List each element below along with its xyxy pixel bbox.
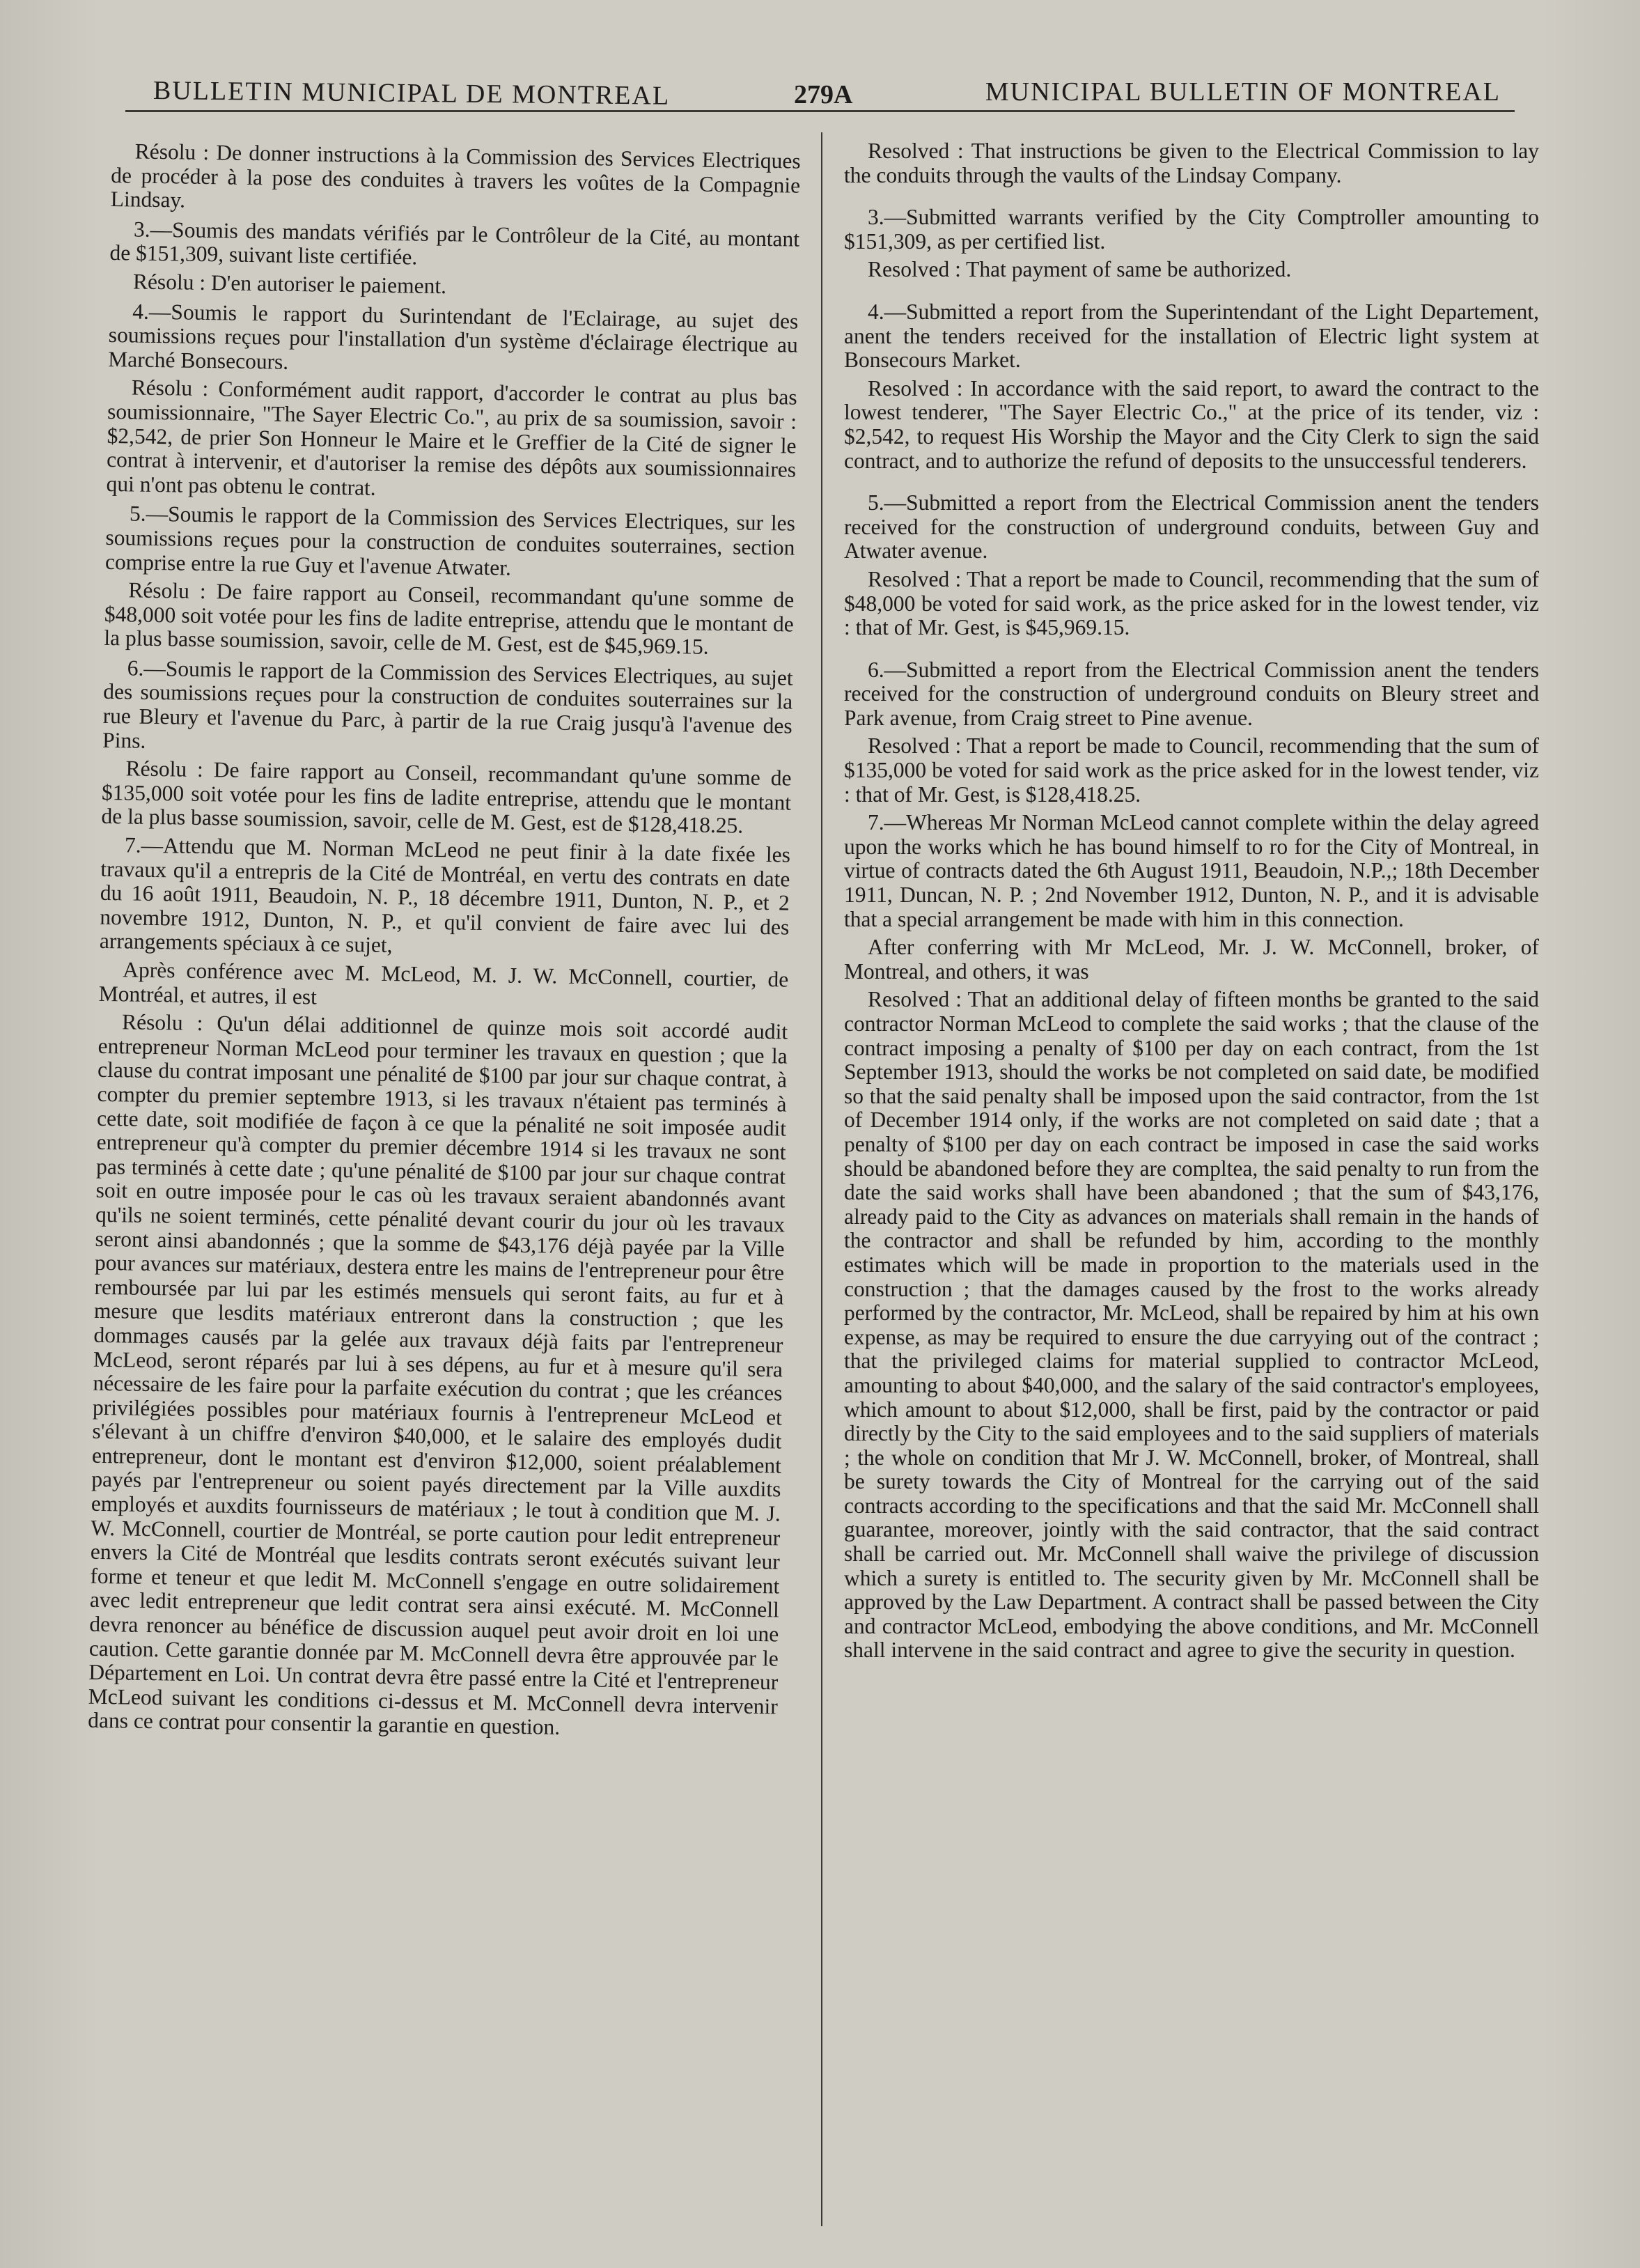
english-paragraph: Resolved : That a report be made to Council, recommending that the sum of $135,000 be voted for said work as the price asked for in the lowest tender, viz : that of Mr. Gest, is $128,418.25. [844,733,1539,807]
column-divider [821,132,822,2226]
french-paragraph: 5.—Soumis le rapport de la Commission des Services Electriques, sur les soumissions reçues pour la construction de conduites souterraines, section comprise entre la rue Guy et l'avenue Atwater. [104,501,796,580]
page-number: 279A [794,80,853,109]
english-paragraph: 7.—Whereas Mr Norman McLeod cannot complete within the delay agreed upon the works which he has bound himself to ro for the City of Montreal, in virtue of contracts dated the 6th August 1911, Beaudoin, N.P.,; 18th December 1911, Duncan, N. P. ; 2nd November 1912, Dunton, N. P., and it is advisable that a special arrangement be made with him in this connection. [844,810,1539,931]
french-paragraph: 6.—Soumis le rapport de la Commission des Services Electriques, au sujet des soumissions reçues pour la construction de conduites souterraines sur la rue Bleury et l'avenue du Parc, à partir de la rue Craig jusqu'à l'avenue des Pins. [102,655,793,753]
english-paragraph: 4.—Submitted a report from the Superintendant of the Light Departement, anent the tenders received for the installation of Electric light system at Bonsecours Market. [844,299,1539,373]
header-title-french: BULLETIN MUNICIPAL DE MONTREAL [153,76,671,111]
french-paragraph: 4.—Soumis le rapport du Surintendant de l'Eclairage, au sujet des soumissions reçues pour l'installation d'un système d'éclairage électrique au Marché Bonsecours. [108,299,799,374]
english-paragraph: Resolved : That an additional delay of fifteen months be granted to the said contractor Norman McLeod to complete the said works ; that the clause of the contract imposing a penalty of $100 per day on each contract, from the 1st September 1913, should the works be not completed on said date, be modified so that the said penalty shall be imposed upon the said contractor, from the 1st of December 1914 only, if the works are not completed on said date ; that a penalty of $100 per day on each contract be imposed in case the said works should be abandoned before they are compltea, the said penalty to run from the date the said works shall have been abandoned ; that the sum of $43,176, already paid to the City as advances on materials shall remain in the hands of the contractor and shall be refunded by him, according to the monthly estimates which will be made in proportion to the materials used in the construction ; that the damages caused by the frost to the works already performed by the contractor, Mr. McLeod, shall be repaired by him at his own expense, as may be required to ensure the due carryying out of the contract ; that the privileged claims for material supplied to contractor McLeod, amounting to about $40,000, and the salary of the said contractor's employees, which amount to about $12,000, shall be first, paid by the contractor or paid directly by the City to the said employees and to the said suppliers of materials ; the whole on condition that Mr J. W. McConnell, broker, of Montreal, shall be surety towards the City of Montreal for the carrying out of the said contracts according to the specifications and that the said Mr. McConnell shall guarantee, moreover, jointly with the said contractor, that the said contract shall be carried out. Mr. McConnell shall waive the privilege of discussion which a surety is entitled to. The security given by Mr. McConnell shall be approved by the Law Department. A contract shall be passed between the City and contractor McLeod, embodying the above conditions, and Mr. McConnell shall intervene in the said contract and agree to give the security in question. [844,987,1539,1663]
english-paragraph: 3.—Submitted warrants verified by the City Comptroller amounting to $151,309, as per certified list. [844,205,1539,254]
french-paragraph: 3.—Soumis des mandats vérifiés par le Contrôleur de la Cité, au montant de $151,309, suivant liste certifiée. [109,217,800,270]
french-paragraph: Après conférence avec M. McLeod, M. J. W. McConnell, courtier, de Montréal, et autres, il est [98,957,789,1009]
french-paragraph: Résolu : De faire rapport au Conseil, recommandant qu'une somme de $48,000 soit votée pour les fins de ladite entreprise, attendu que le montant de la plus basse soumission, savoir, celle de M. Gest, est de $45,969.15. [104,577,795,660]
english-paragraph: Resolved : In accordance with the said report, to award the contract to the lowest tenderer, "The Sayer Electric Co.," at the price of its tender, viz : $2,542, to request His Worship the Mayor and the City Clerk to sign the said contract, and to authorize the refund of deposits to the unsuccessful tenderers. [844,375,1539,473]
english-paragraph: Resolved : That payment of same be authorized. [868,257,1292,282]
english-paragraph: Resolved : That instructions be given to the Electrical Commission to lay the conduits through the vaults of the Lindsay Company. [844,139,1539,187]
french-paragraph: Résolu : Conformément audit rapport, d'accorder le contrat au plus bas soumissionnaire, "The Sayer Electric Co.", au prix de sa soumission, savoir : $2,542, de prier Son Honneur le Maire et le Greffier de la Cité de signer le contrat à intervenir, et d'autoriser la remise des dépôts aux soumissionnaires qui n'ont pas obtenu le contrat. [106,375,797,500]
french-column [88,139,801,1747]
french-paragraph: 7.—Attendu que M. Norman McLeod ne peut finir à la date fixée les travaux qu'il a entrepris de la Cité de Montréal, en vertu des contrats en date du 16 août 1911, Beaudoin, N. P., 18 décembre 1911, Dunton, N. P., et 2 novembre 1912, Dunton, N. P., et qu'il convient de faire avec lui des arrangements spéciaux à ce sujet, [99,832,791,958]
english-paragraph: After conferring with Mr McLeod, Mr. J. W. McConnell, broker, of Montreal, and others, it was [844,935,1539,984]
english-paragraph: 6.—Submitted a report from the Electrical Commission anent the tenders received for the construction of underground conduits on Bleury street and Park avenue, from Craig street to Pine avenue. [844,657,1539,730]
french-paragraph: Résolu : D'en autoriser le paiement. [132,269,447,299]
header-title-english: MUNICIPAL BULLETIN OF MONTREAL [985,77,1501,107]
english-paragraph: 5.—Submitted a report from the Electrical Commission anent the tenders received for the construction of underground conduits, between Guy and Atwater avenue. [844,490,1539,564]
french-paragraph: Résolu : De donner instructions à la Commission des Services Electriques de procéder à la pose des conduites à travers les voûtes de la Compagnie Lindsay. [110,139,801,212]
header-rule [125,110,1515,112]
page-header [153,70,1501,125]
french-paragraph: Résolu : De faire rapport au Conseil, recommandant qu'une somme de $135,000 soit votée pour les fins de ladite entreprise, attendu que le montant de la plus basse soumission, savoir, celle de M. Gest, est de $128,418.25. [101,756,792,839]
english-column [844,139,1539,1667]
english-paragraph: Resolved : That a report be made to Council, recommending that the sum of $48,000 be voted for said work, as the price asked for in the lowest tender, viz : that of Mr. Gest, is $45,969.15. [844,566,1539,640]
french-paragraph: Résolu : Qu'un délai additionnel de quinze mois soit accordé audit entrepreneur Norman McLeod pour terminer les travaux en question ; que la clause du contrat imposant une pénalité de $100 par jour sur chaque contrat, à compter du premier septembre 1913, si les travaux n'étaient pas terminés à cette date, soit modifiée de façon à ce que la pénalité ne soit imposée audit entrepreneur qu'à compter du premier décembre 1914 si les travaux ne sont pas terminés à cette date ; qu'une pénalité de $100 par jour sur chaque contrat soit en outre imposée pour le cas où les travaux seraient abandonnés avant qu'ils ne soient terminés, cette pénalité devant courir du jour où les travaux seront ainsi abandonnés ; que la somme de $43,176 déjà payée par la Ville pour avances sur matériaux, destera entre les mains de l'entrepreneur pour être remboursée par lui par les estimés mensuels qui seront faits, au fur et à mesure que lesdits matériaux entreront dans la construction ; que les dommages causés par la gelée aux travaux déjà faits par l'entrepreneur McLeod, seront réparés par lui à ses dépens, au fur et à mesure qu'il sera nécessaire de les faire pour la parfaite exécution du contrat ; que les créances privilégiées possibles pour matériaux fournis à l'entrepreneur McLeod et s'élevant à un chiffre d'environ $40,000, et le salaire des employés dudit entrepreneur, dont le montant est d'environ $12,000, soient préalablement payés par l'entrepreneur ou soient payés directement par la Ville auxdits employés et auxdits fournisseurs de matériaux ; le tout à condition que M. J. W. McConnell, courtier de Montréal, se porte caution pour ledit entrepreneur envers la Cité de Montréal que lesdits contrats seront exécutés suivant leur forme et teneur et que ledit M. McConnell s'engage en outre solidairement avec ledit entrepreneur que ledit contrat sera ainsi exécuté. M. McConnell devra renoncer au bénéfice de discussion auquel peut avoir droit en loi une caution. Cette garantie donnée par M. McConnell devra être approuvée par le Département en Loi. Un contrat devra être passé entre la Cité et l'entrepreneur McLeod suivant les conditions ci-dessus et M. McConnell devra intervenir dans ce contrat pour consentir la garantie en question. [88,1009,788,1740]
